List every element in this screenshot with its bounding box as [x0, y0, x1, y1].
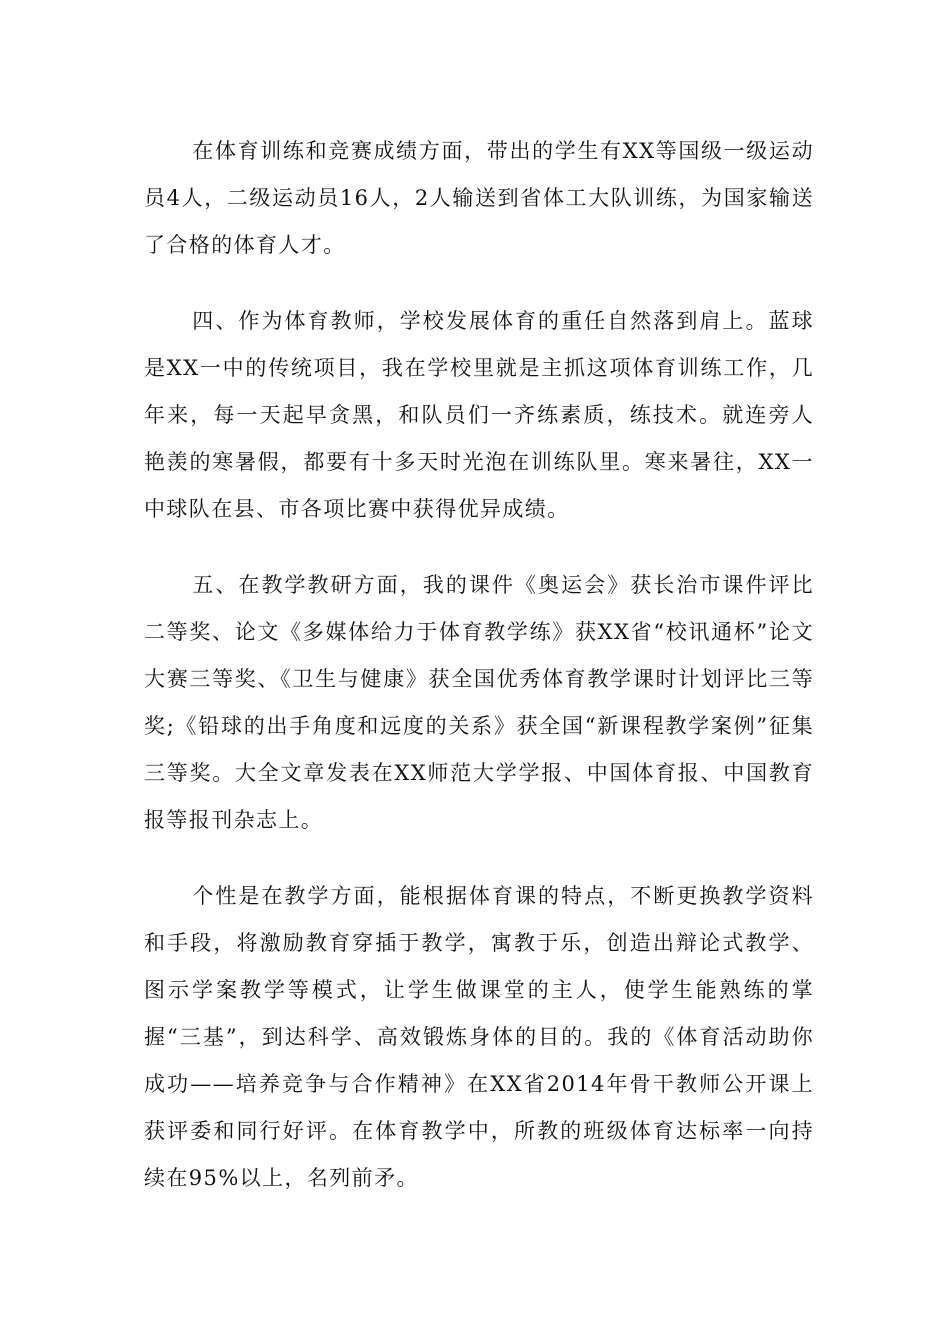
paragraph-teaching-methods: 个性是在教学方面，能根据体育课的特点，不断更换教学资料和手段，将激励教育穿插于教学，寓教于乐，创造出辩论式教学、图示学案教学等模式，让学生做课堂的主人，使学生能熟练的掌握“三基”，到达科学、高效锻炼身体的目的。我的《体育活动助你成功——培养竞争与合作精神》在XX省2014年骨干教师公开课上获评委和同行好评。在体育教学中，所教的班级体育达标率一向持续在95%以上，名列前矛。: [144, 884, 814, 1190]
document-body: [144, 128, 814, 1231]
paragraph-teaching-research: 五、在教学教研方面，我的课件《奥运会》获长治市课件评比二等奖、论文《多媒体给力于体育教学练》获XX省“校讯通杯”论文大赛三等奖、《卫生与健康》获全国优秀体育教学课时计划评比三等奖;《铅球的出手角度和远度的关系》获全国“新课程教学案例”征集三等奖。大全文章发表在XX师范大学学报、中国体育报、中国教育报等报刊杂志上。: [144, 573, 814, 832]
paragraph-basketball-team: 四、作为体育教师，学校发展体育的重任自然落到肩上。蓝球是XX一中的传统项目，我在学校里就是主抓这项体育训练工作，几年来，每一天起早贪黑，和队员们一齐练素质，练技术。就连旁人艳羡的寒暑假，都要有十多天时光泡在训练队里。寒来暑往，XX一中球队在县、市各项比赛中获得优异成绩。: [144, 309, 814, 521]
paragraph-training-results: 在体育训练和竞赛成绩方面，带出的学生有XX等国级一级运动员4人，二级运动员16人，2人输送到省体工大队训练，为国家输送了合格的体育人才。: [144, 139, 814, 257]
